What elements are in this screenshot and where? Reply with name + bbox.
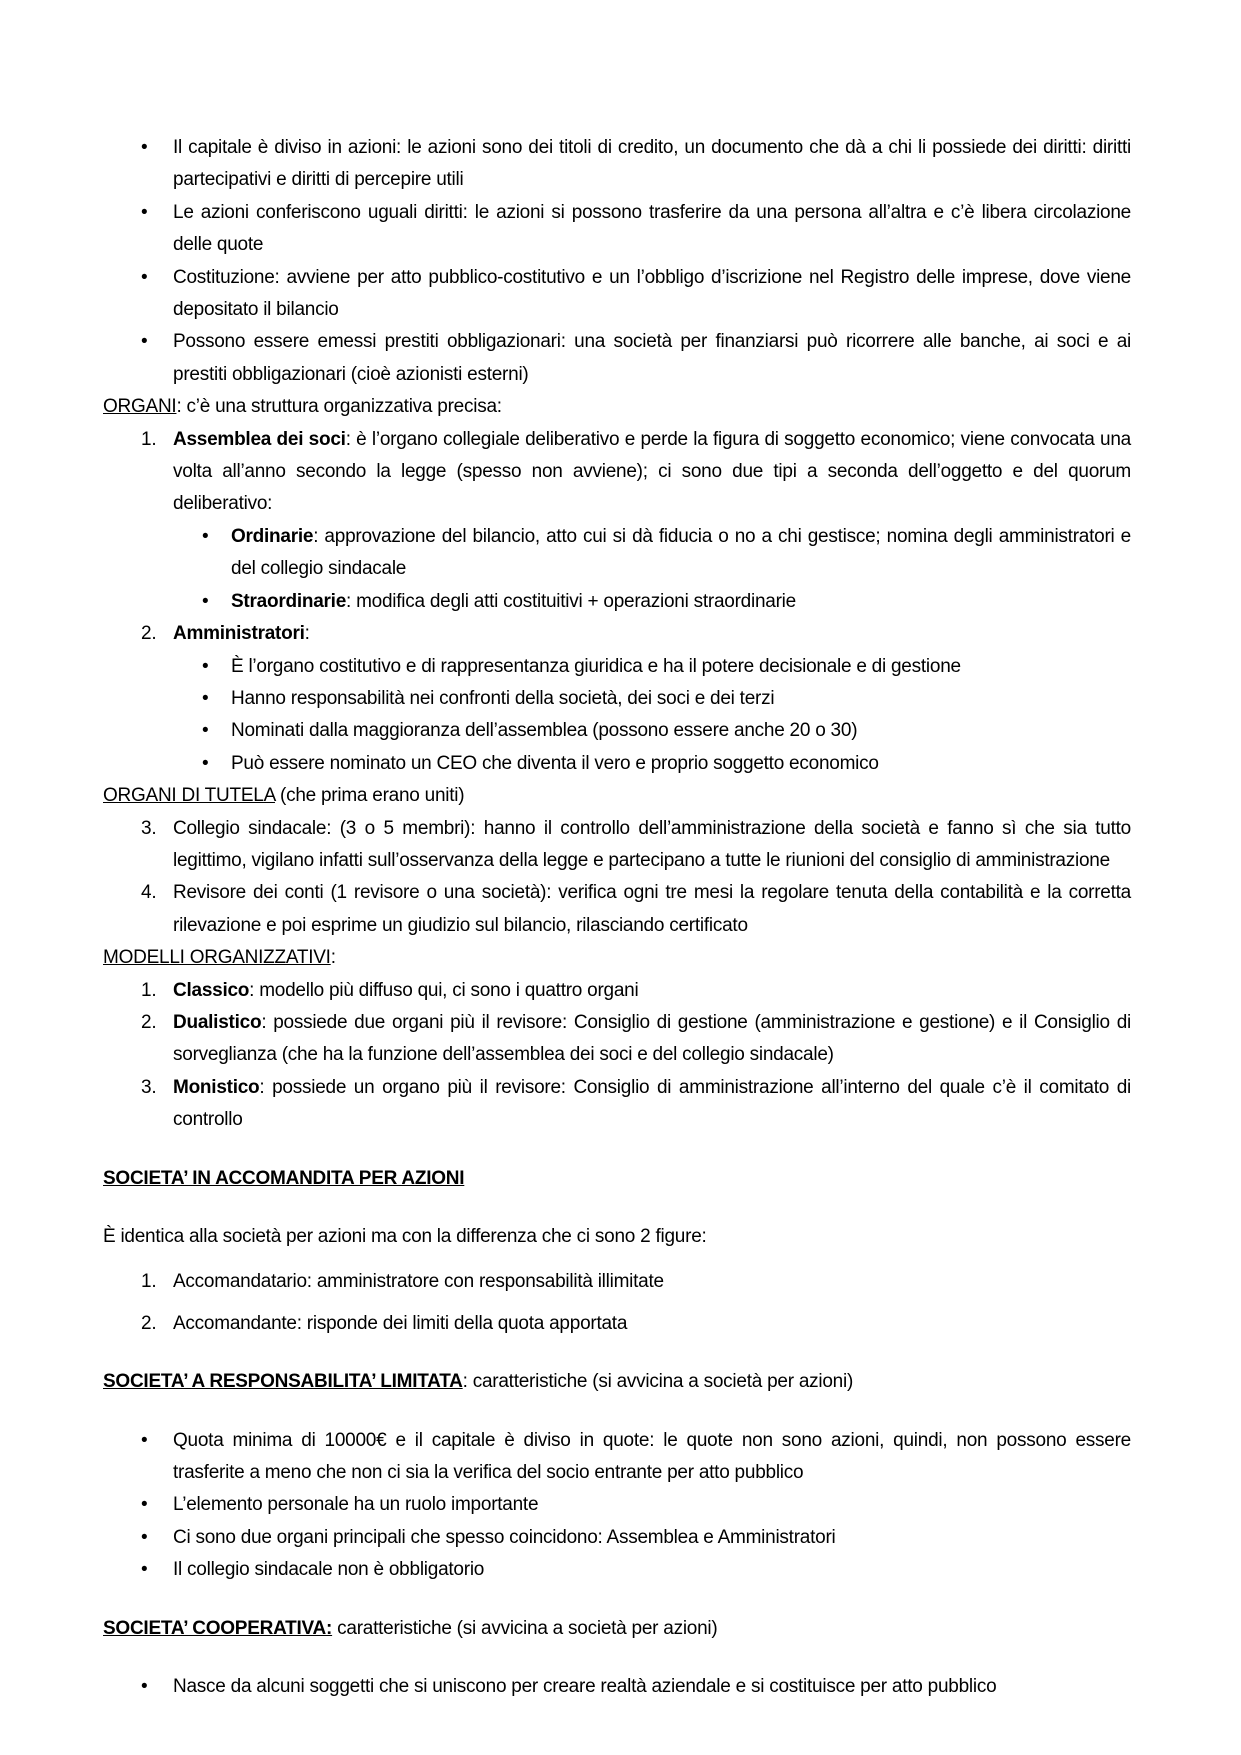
bullet-icon: •	[141, 1526, 148, 1548]
item-text: Nasce da alcuni soggetti che si uniscono per creare realtà aziendale e si costituisce per atto pubblico	[173, 1676, 997, 1698]
item-text: Revisore dei conti (1 revisore o una società): verifica ogni tre mesi la regolare tenuta della contabilità e la corretta rilevazione e poi esprime un giudizio sul bilancio, rilasciando certificato	[173, 882, 1131, 936]
numbered-item	[103, 975, 1131, 1007]
section-heading-title: SOCIETA’ COOPERATIVA:	[103, 1617, 333, 1639]
bullet-icon: •	[202, 590, 209, 612]
item-text: :	[304, 623, 310, 645]
numbered-item	[103, 618, 1131, 650]
bullet-item	[103, 197, 1131, 262]
section-label-title: ORGANI DI TUTELA	[103, 785, 275, 807]
bullet-item	[103, 1425, 1131, 1490]
section-heading	[103, 1163, 1131, 1195]
section-heading-text: caratteristiche (si avvicina a società per azioni)	[332, 1617, 718, 1639]
bullet-item	[103, 1554, 1131, 1586]
item-number: 2.	[141, 623, 157, 645]
bullet-icon: •	[141, 1429, 148, 1451]
item-number: 2.	[141, 1011, 157, 1033]
item-lead: Dualistico	[173, 1011, 262, 1033]
numbered-item	[103, 1007, 1131, 1072]
bullet-item	[103, 1489, 1131, 1521]
bullet-icon: •	[141, 1494, 148, 1516]
item-lead: Monistico	[173, 1076, 260, 1098]
item-text: Accomandante: risponde dei limiti della quota apportata	[173, 1312, 628, 1334]
item-lead: Ordinarie	[231, 525, 314, 547]
section-label	[103, 780, 1131, 812]
item-number: 2.	[141, 1312, 157, 1334]
item-text: Possono essere emessi prestiti obbligazionari: una società per finanziarsi può ricorrere alle banche, ai soci e ai prestiti obbligazionari (cioè azionisti esterni)	[173, 331, 1131, 385]
item-lead: Amministratori	[173, 623, 305, 645]
item-text: : è l’organo collegiale deliberativo e perde la figura di soggetto economico; viene convocata una volta all’anno secondo la legge (spesso non avviene); ci sono due tipi a seconda dell’oggetto e del quorum deliberativo:	[173, 428, 1131, 515]
item-lead: Assemblea dei soci	[173, 428, 346, 450]
bullet-icon: •	[141, 1676, 148, 1698]
section-heading	[103, 1366, 1131, 1398]
bullet-item	[103, 262, 1131, 327]
item-number: 3.	[141, 1076, 157, 1098]
bullet-icon: •	[141, 1559, 148, 1581]
item-text: : possiede due organi più il revisore: Consiglio di gestione (amministrazione e gestione) e il Consiglio di sorveglianza (che ha la funzione dell’assemblea dei soci e del collegio sindacale)	[173, 1011, 1131, 1066]
sub-bullet-item	[103, 683, 1131, 715]
item-text: Il capitale è diviso in azioni: le azioni sono dei titoli di credito, un documento che dà a chi li possiede dei diritti: diritti partecipativi e diritti di percepire utili	[173, 137, 1131, 191]
bullet-icon: •	[202, 655, 209, 677]
bullet-item	[103, 326, 1131, 391]
bullet-icon: •	[141, 137, 148, 158]
numbered-item	[103, 1072, 1131, 1137]
item-text: : modifica degli atti costituitivi + operazioni straordinarie	[346, 590, 796, 612]
section-heading	[103, 1613, 1131, 1645]
bullet-icon: •	[202, 687, 209, 709]
item-text: Accomandatario: amministratore con responsabilità illimitate	[173, 1271, 664, 1293]
section-label-text: (che prima erano uniti)	[274, 785, 465, 807]
item-text: L’elemento personale ha un ruolo importante	[173, 1494, 539, 1516]
bullet-item	[103, 132, 1131, 197]
bullet-icon: •	[141, 331, 148, 353]
item-text: Le azioni conferiscono uguali diritti: le azioni si possono trasferire da una persona all’altra e c’è libera circolazione delle quote	[173, 201, 1131, 256]
bullet-icon: •	[141, 201, 148, 223]
section-label-text: : c’è una struttura organizzativa precisa:	[176, 396, 502, 418]
item-text: Costituzione: avviene per atto pubblico-costitutivo e un l’obbligo d’iscrizione nel Registro delle imprese, dove viene depositato il bilancio	[173, 266, 1131, 321]
bullet-icon: •	[202, 752, 209, 774]
item-number: 1.	[141, 1271, 157, 1293]
sub-bullet-item	[103, 651, 1131, 683]
section-heading-title: SOCIETA’ IN ACCOMANDITA PER AZIONI	[103, 1167, 465, 1189]
item-text: : possiede un organo più il revisore: Consiglio di amministrazione all’interno del quale c’è il comitato di controllo	[173, 1076, 1131, 1131]
item-text: Può essere nominato un CEO che diventa il vero e proprio soggetto economico	[231, 752, 879, 774]
numbered-item	[103, 1266, 1131, 1298]
numbered-item	[103, 877, 1131, 942]
section-label-text: :	[330, 947, 336, 969]
section-label	[103, 391, 1131, 423]
bullet-icon: •	[202, 720, 209, 742]
item-number: 1.	[141, 979, 157, 1001]
item-text: : modello più diffuso qui, ci sono i quattro organi	[249, 979, 639, 1001]
bullet-item	[103, 1522, 1131, 1554]
numbered-item	[103, 1308, 1131, 1340]
bullet-item	[103, 1671, 1131, 1703]
bullet-icon: •	[141, 266, 148, 288]
section-label-title: MODELLI ORGANIZZATIVI	[103, 947, 331, 969]
item-text: Quota minima di 10000€ e il capitale è diviso in quote: le quote non sono azioni, quindi, non possono essere trasferite a meno che non ci sia la verifica del socio entrante per atto pubblico	[173, 1429, 1131, 1484]
sub-bullet-item	[103, 586, 1131, 618]
bullet-icon: •	[202, 525, 209, 547]
sub-bullet-item	[103, 715, 1131, 747]
section-label-title: ORGANI	[103, 396, 177, 418]
section-heading-text: : caratteristiche (si avvicina a società per azioni)	[462, 1371, 854, 1393]
section-heading-title: SOCIETA’ A RESPONSABILITA’ LIMITATA	[103, 1371, 463, 1393]
sub-bullet-item	[103, 748, 1131, 780]
numbered-item	[103, 813, 1131, 878]
item-number: 4.	[141, 882, 157, 904]
item-text: Nominati dalla maggioranza dell’assemblea (possono essere anche 20 o 30)	[231, 720, 858, 742]
item-lead: Straordinarie	[231, 590, 347, 612]
paragraph-text: È identica alla società per azioni ma con la differenza che ci sono 2 figure:	[103, 1226, 707, 1247]
sub-bullet-item	[103, 521, 1131, 586]
item-text: È l’organo costitutivo e di rappresentanza giuridica e ha il potere decisionale e di gestione	[231, 655, 961, 677]
paragraph	[103, 1221, 1131, 1253]
item-text: Ci sono due organi principali che spesso coincidono: Assemblea e Amministratori	[173, 1526, 836, 1548]
item-text: Il collegio sindacale non è obbligatorio	[173, 1559, 485, 1581]
item-number: 1.	[141, 428, 157, 450]
item-text: Collegio sindacale: (3 o 5 membri): hanno il controllo dell’amministrazione della società e fanno sì che sia tutto legittimo, vigilano infatti sull’osservanza della legge e partecipano a tutte le riunioni del consiglio di amministrazione	[173, 817, 1131, 871]
item-text: : approvazione del bilancio, atto cui si dà fiducia o no a chi gestisce; nomina degli amministratori e del collegio sindacale	[231, 525, 1131, 580]
item-number: 3.	[141, 817, 157, 839]
item-lead: Classico	[173, 979, 250, 1001]
item-text: Hanno responsabilità nei confronti della società, dei soci e dei terzi	[231, 687, 775, 709]
section-label	[103, 942, 1131, 974]
numbered-item	[103, 424, 1131, 521]
